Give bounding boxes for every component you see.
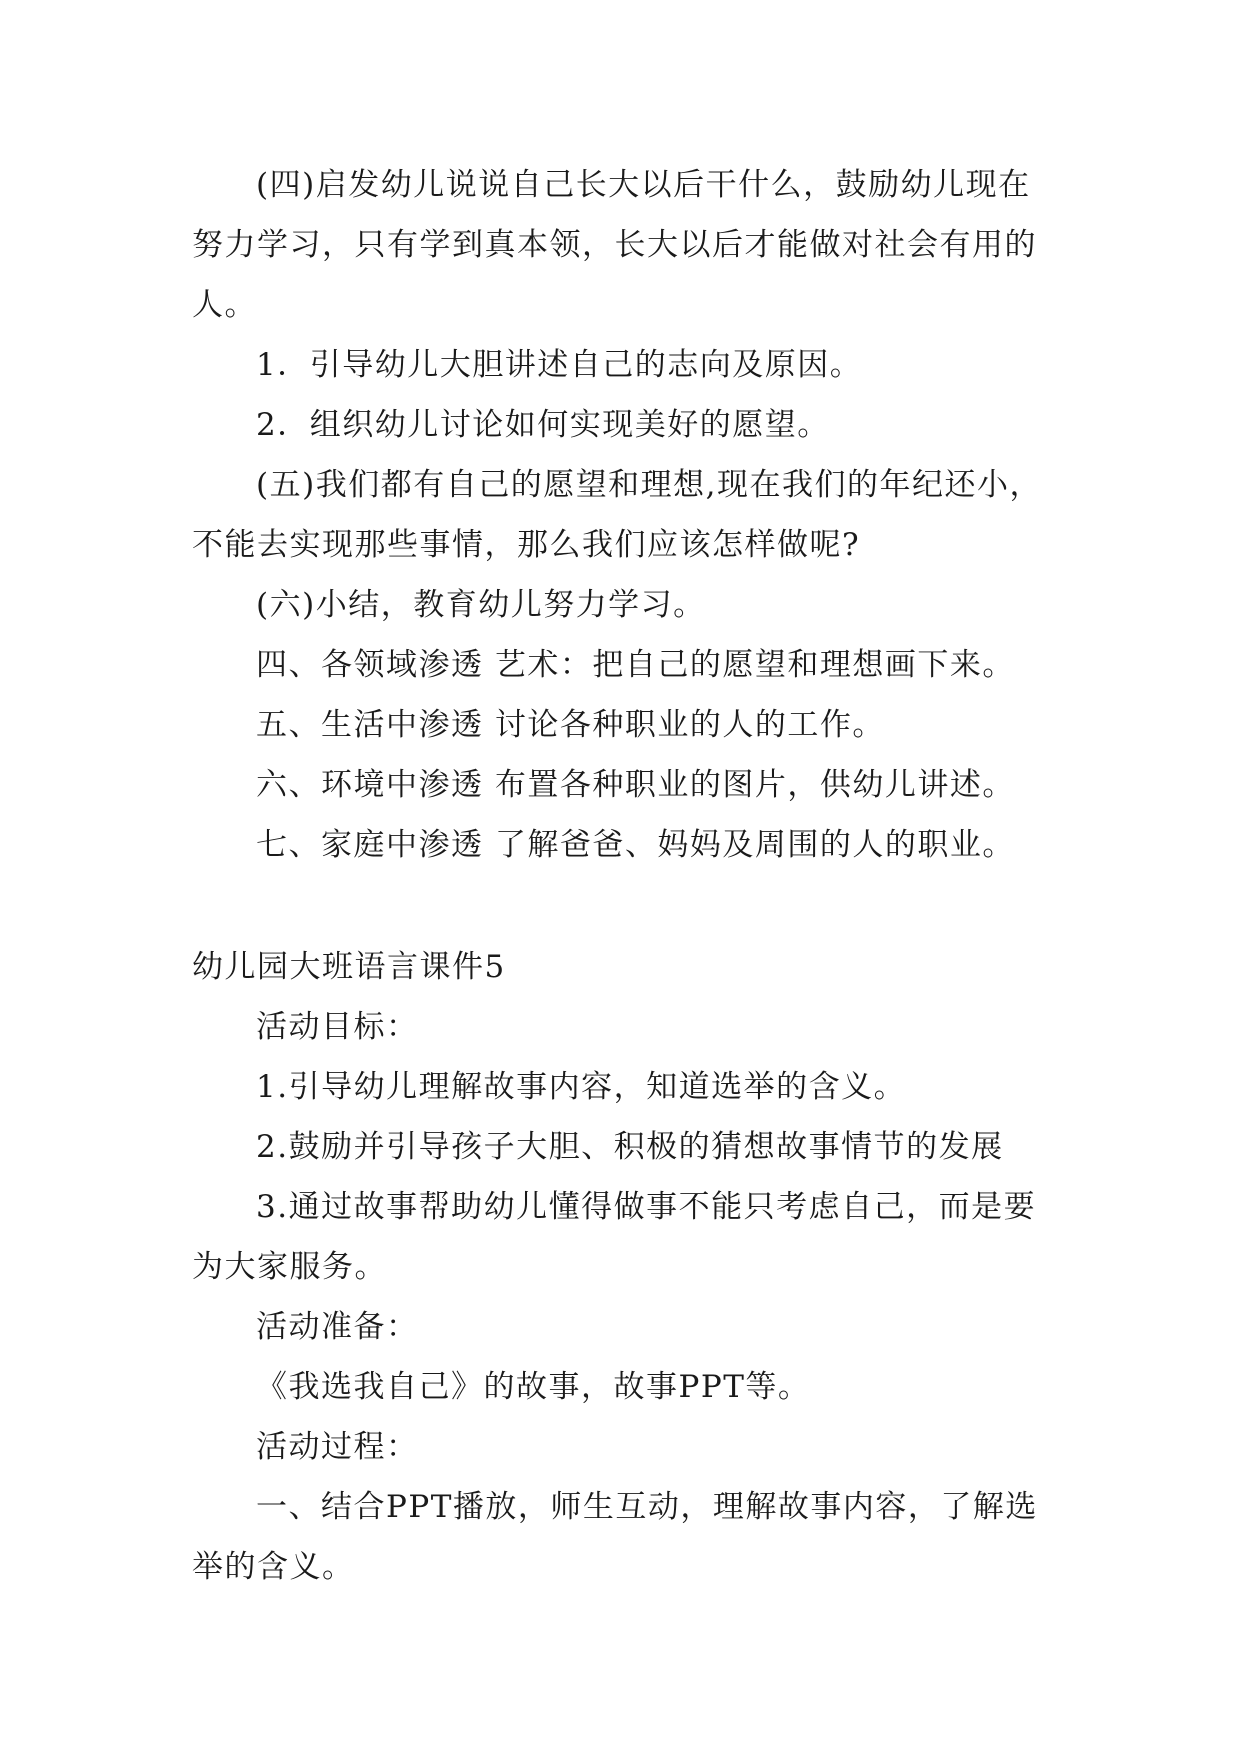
paragraph: 四、各领域渗透 艺术：把自己的愿望和理想画下来。 [256,647,1015,683]
paragraph: 一、结合PPT播放，师生互动，理解故事内容，了解选举的含义。 [192,1489,1038,1585]
paragraph: 1．引导幼儿大胆讲述自己的志向及原因。 [256,347,863,383]
paragraph: 2.鼓励并引导孩子大胆、积极的猜想故事情节的发展 [256,1129,1004,1165]
paragraph: 活动过程： [256,1429,419,1465]
paragraph: (五)我们都有自己的愿望和理想,现在我们的年纪还小，不能去实现那些事情，那么我们应该怎样做呢? [192,467,1043,563]
document-body [192,155,1052,1597]
paragraph: 1.引导幼儿理解故事内容，知道选举的含义。 [256,1069,907,1105]
paragraph: (六)小结，教育幼儿努力学习。 [256,587,706,623]
paragraph: 五、生活中渗透 讨论各种职业的人的工作。 [256,707,885,743]
section-title: 幼儿园大班语言课件5 [192,949,506,985]
paragraph: 活动准备： [256,1309,419,1345]
paragraph: 《我选我自己》的故事，故事PPT等。 [256,1369,811,1405]
paragraph: 3.通过故事帮助幼儿懂得做事不能只考虑自己，而是要为大家服务。 [192,1189,1037,1285]
paragraph: (四)启发幼儿说说自己长大以后干什么，鼓励幼儿现在努力学习，只有学到真本领，长大以后才能做对社会有用的人。 [192,167,1037,323]
paragraph: 活动目标： [256,1009,419,1045]
paragraph: 七、家庭中渗透 了解爸爸、妈妈及周围的人的职业。 [256,827,1015,863]
paragraph: 2．组织幼儿讨论如何实现美好的愿望。 [256,407,830,443]
paragraph: 六、环境中渗透 布置各种职业的图片，供幼儿讲述。 [256,767,1015,803]
